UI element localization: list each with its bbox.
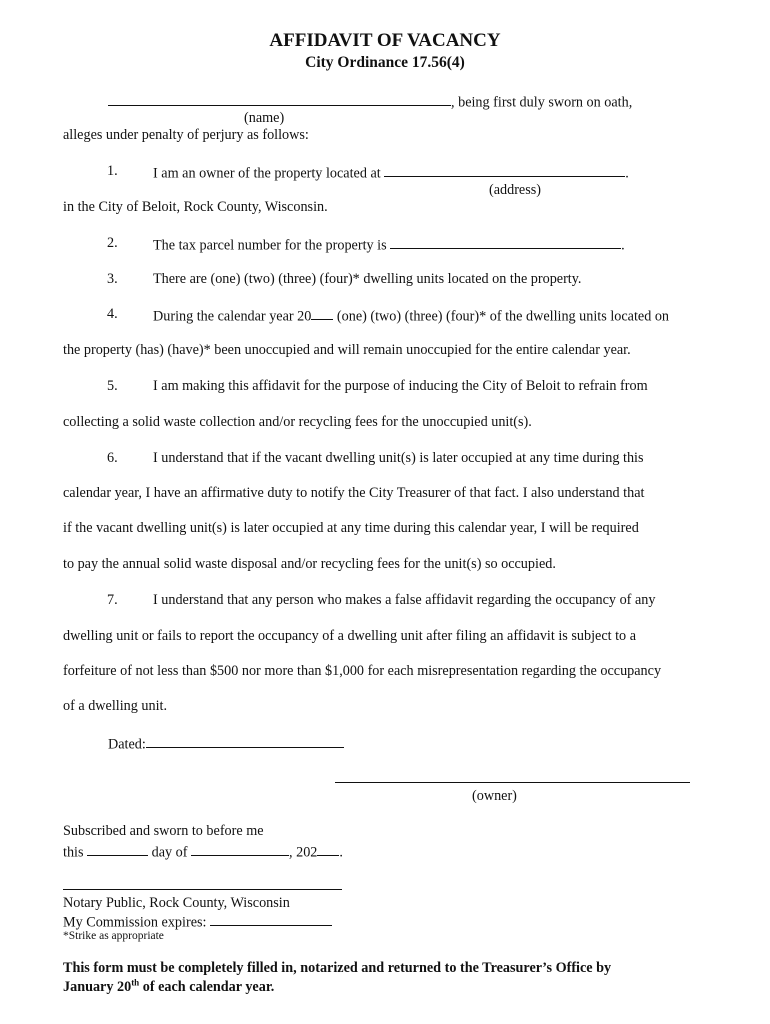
- dated-blank[interactable]: [146, 734, 344, 748]
- item-7-number: 7.: [107, 592, 118, 608]
- item-1-label: I am an owner of the property located at: [153, 165, 381, 182]
- item-4-text: [153, 306, 669, 325]
- item-2-number: 2.: [107, 235, 118, 251]
- sworn-date-line: [63, 842, 343, 861]
- footer-date-suffix: th: [131, 977, 140, 988]
- dated-line: [108, 734, 344, 753]
- item-6-text: I understand that if the vacant dwelling unit(s) is later occupied at any time during this: [153, 450, 644, 466]
- month-blank[interactable]: [191, 842, 289, 856]
- year-blank[interactable]: [311, 306, 333, 320]
- commission-label: My Commission expires:: [63, 914, 207, 931]
- document-subtitle: City Ordinance 17.56(4): [305, 54, 465, 71]
- item-1-number: 1.: [107, 163, 118, 179]
- commission-line: [63, 912, 332, 931]
- intro-after-name: , being first duly sworn on oath,: [451, 94, 633, 111]
- item-4-rest: (one) (two) (three) (four)* of the dwelling units located on: [333, 308, 670, 325]
- item-6-line-3: if the vacant dwelling unit(s) is later occupied at any time during this calendar year, I will be required: [63, 520, 639, 536]
- item-1-continuation: in the City of Beloit, Rock County, Wisconsin.: [63, 199, 328, 215]
- item-4-year-label: During the calendar year 20: [153, 308, 312, 325]
- item-4-continuation: the property (has) (have)* been unoccupied and will remain unoccupied for the entire calendar year.: [63, 342, 631, 358]
- item-2-label: The tax parcel number for the property is: [153, 237, 387, 254]
- commission-blank[interactable]: [210, 912, 332, 926]
- year-suffix-blank[interactable]: [317, 842, 339, 856]
- footer-line-2: [63, 979, 274, 995]
- tax-parcel-blank[interactable]: [390, 235, 621, 249]
- name-blank[interactable]: [108, 92, 451, 106]
- strike-note: *Strike as appropriate: [63, 930, 164, 942]
- dated-label: Dated:: [108, 736, 146, 753]
- this-label: this: [63, 844, 84, 861]
- notary-public-label: Notary Public, Rock County, Wisconsin: [63, 895, 290, 911]
- name-caption: (name): [244, 110, 285, 126]
- day-of-label: day of: [151, 844, 188, 861]
- item-1-text: [153, 163, 629, 182]
- item-6-number: 6.: [107, 450, 118, 466]
- year-label: , 202: [289, 844, 318, 861]
- item-5-text: I am making this affidavit for the purpose of inducing the City of Beloit to refrain from: [153, 378, 648, 394]
- subscribed-text: Subscribed and sworn to before me: [63, 823, 264, 839]
- item-2-text: [153, 235, 625, 254]
- item-7-line-4: of a dwelling unit.: [63, 698, 168, 714]
- item-7-text: I understand that any person who makes a false affidavit regarding the occupancy of any: [153, 592, 656, 608]
- footer-rest: of each calendar year.: [139, 979, 275, 995]
- document-title: AFFIDAVIT OF VACANCY: [269, 30, 501, 51]
- item-5-number: 5.: [107, 378, 118, 394]
- item-3-text: There are (one) (two) (three) (four)* dwelling units located on the property.: [153, 271, 582, 287]
- address-caption: (address): [489, 182, 541, 198]
- item-4-number: 4.: [107, 306, 118, 322]
- owner-caption: (owner): [472, 788, 517, 804]
- notary-signature-blank[interactable]: [63, 879, 342, 890]
- address-blank[interactable]: [384, 163, 625, 177]
- footer-line-1: This form must be completely filled in, notarized and returned to the Treasurer’s Office by: [63, 960, 612, 976]
- alleges-text: alleges under penalty of perjury as follows:: [63, 127, 309, 143]
- item-6-line-2: calendar year, I have an affirmative duty to notify the City Treasurer of that fact. I also understand that: [63, 485, 645, 501]
- item-5-continuation: collecting a solid waste collection and/or recycling fees for the unoccupied unit(s).: [63, 414, 532, 430]
- footer-date: January 20: [63, 979, 132, 995]
- item-7-line-2: dwelling unit or fails to report the occupancy of a dwelling unit after filing an affidavit is subject to a: [63, 628, 636, 644]
- year-end: .: [339, 844, 343, 861]
- item-6-line-4: to pay the annual solid waste disposal and/or recycling fees for the unit(s) so occupied.: [63, 556, 556, 572]
- item-1-end: .: [625, 165, 629, 182]
- day-blank[interactable]: [87, 842, 148, 856]
- item-2-end: .: [621, 237, 625, 254]
- intro-line: [108, 92, 632, 111]
- owner-signature-blank[interactable]: [335, 770, 690, 783]
- item-7-line-3: forfeiture of not less than $500 nor more than $1,000 for each misrepresentation regarding the occupancy: [63, 663, 662, 679]
- item-3-number: 3.: [107, 271, 118, 287]
